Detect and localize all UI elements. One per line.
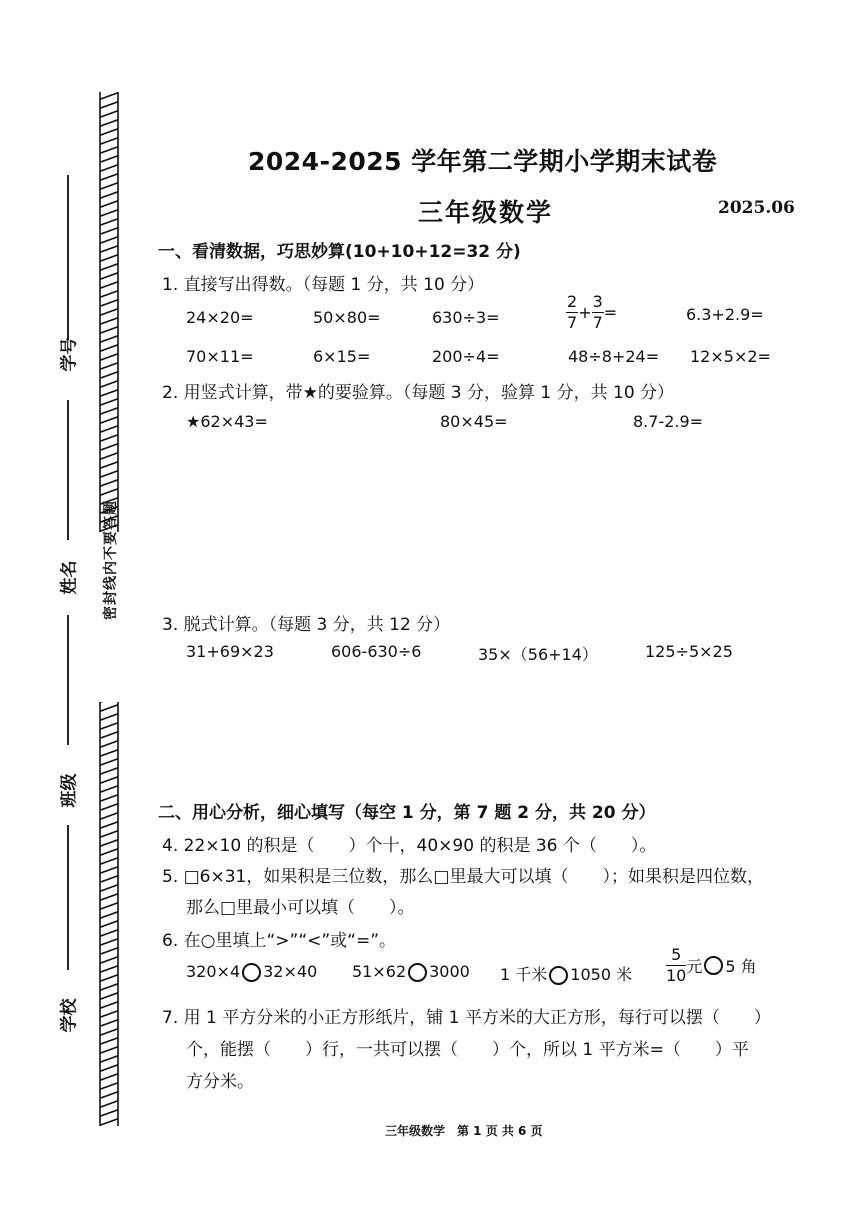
student-id-label: 学号: [59, 337, 80, 372]
q1-expr-fraction: $\frac{2}{7}$ + $\frac{3}{7}$ =: [567, 292, 618, 332]
q7-line2: 个，能摆（ ）行，一共可以摆（ ）个，所以 1 平方米=（ ）平: [186, 1040, 749, 1060]
q6-compare-c: 1 千米 1050 米: [500, 965, 633, 984]
q2-item-2: 80×45=: [440, 412, 508, 431]
q3-item-2: 606-630÷6: [331, 642, 422, 661]
q6-compare-b: 51×62 3000: [352, 962, 470, 981]
q1-title: 1. 直接写出得数。（每题 1 分，共 10 分）: [162, 275, 485, 295]
q1-expr-5: 6.3+2.9=: [686, 305, 764, 324]
q2-title: 2. 用竖式计算，带★的要验算。（每题 3 分，验算 1 分，共 10 分）: [162, 383, 675, 403]
q3-item-4: 125÷5×25: [645, 642, 733, 661]
page-footer: 三年级数学 第 1 页 共 6 页: [385, 1124, 543, 1138]
q6-compare-a: 320×4 32×40: [186, 962, 318, 981]
q2-item-1: ★62×43=: [186, 412, 268, 431]
q1-expr-7: 6×15=: [313, 347, 371, 366]
name-line-2[interactable]: [67, 615, 69, 745]
compare-circle-c[interactable]: [549, 966, 568, 985]
exam-title: 2024-2025 学年第二学期小学期末试卷: [248, 147, 718, 176]
q1-expr-10: 12×5×2=: [690, 347, 771, 366]
q7-line1: 7. 用 1 平方分米的小正方形纸片，铺 1 平方米的大正方形，每行可以摆（ ）: [162, 1008, 771, 1028]
q5-line2: 那么□里最小可以填（ ）。: [186, 898, 415, 918]
q3-title: 3. 脱式计算。（每题 3 分，共 12 分）: [162, 615, 451, 635]
q1-expr-2: 50×80=: [313, 308, 381, 327]
name-line[interactable]: [67, 400, 69, 540]
section1-title: 一、看清数据，巧思妙算(10+10+12=32 分): [158, 242, 521, 262]
q1-expr-6: 70×11=: [186, 347, 254, 366]
q4: 4. 22×10 的积是（ ）个十，40×90 的积是 36 个（ ）。: [162, 836, 657, 856]
q1-expr-8: 200÷4=: [432, 347, 500, 366]
seal-text: 密封线内不要答题: [103, 500, 119, 620]
section2-title: 二、用心分析，细心填写（每空 1 分，第 7 题 2 分，共 20 分）: [158, 803, 656, 823]
q3-item-3: 35×（56+14）: [478, 645, 598, 664]
exam-date: 2025.06: [718, 198, 795, 218]
q6-compare-d: $\frac{5}{10}$ 元 5 角: [666, 945, 757, 985]
school-label: 学校: [59, 998, 80, 1033]
student-id-line[interactable]: [67, 175, 69, 340]
q1-expr-1: 24×20=: [186, 308, 254, 327]
q5-line1: 5. □6×31，如果积是三位数，那么□里最大可以填（ ）；如果积是四位数，: [162, 867, 764, 887]
compare-circle-a[interactable]: [242, 963, 261, 982]
q1-expr-9: 48÷8+24=: [568, 347, 660, 366]
q6-title: 6. 在○里填上“>”“<”或“=”。: [162, 931, 397, 951]
compare-circle-b[interactable]: [408, 963, 427, 982]
class-line[interactable]: [67, 825, 69, 970]
q7-line3: 方分米。: [186, 1072, 254, 1092]
class-label: 班级: [59, 773, 80, 808]
compare-circle-d[interactable]: [704, 956, 723, 975]
exam-subject: 三年级数学: [418, 198, 554, 227]
q1-expr-3: 630÷3=: [432, 308, 500, 327]
name-label: 姓名: [59, 560, 80, 595]
q3-item-1: 31+69×23: [186, 642, 274, 661]
q2-item-3: 8.7-2.9=: [633, 412, 704, 431]
